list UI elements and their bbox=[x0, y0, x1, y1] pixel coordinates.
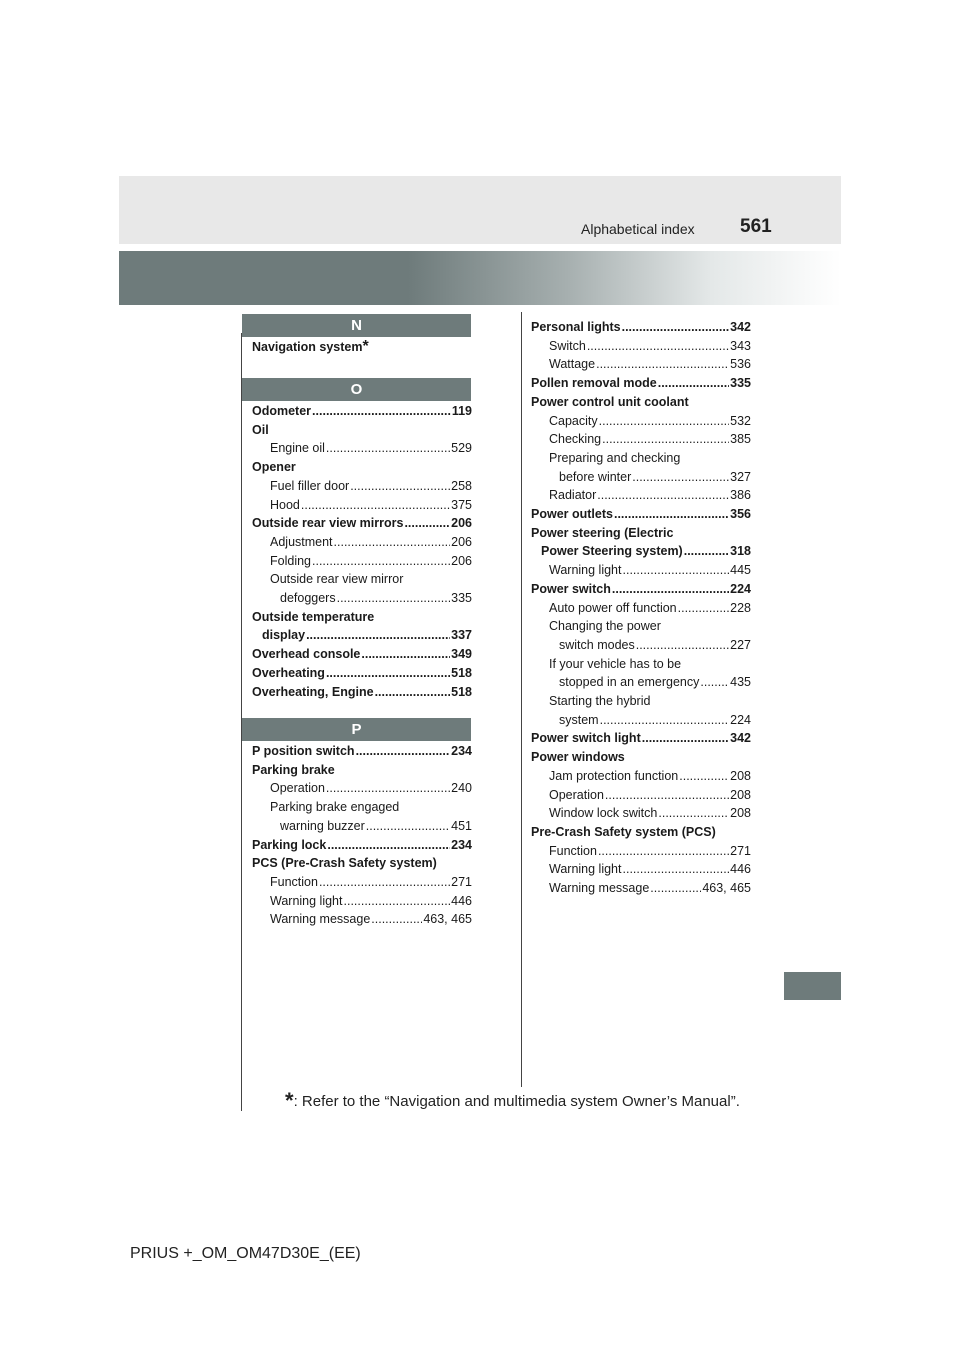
leader-dots bbox=[632, 468, 729, 487]
index-entry[interactable] bbox=[252, 817, 472, 836]
leader-dots bbox=[361, 645, 450, 664]
leader-dots bbox=[344, 892, 451, 911]
entry-label: P position switch bbox=[252, 744, 355, 758]
entry-label: Function bbox=[270, 874, 318, 889]
entry-page: 224 bbox=[730, 712, 751, 727]
leader-dots bbox=[623, 561, 730, 580]
index-entry[interactable] bbox=[252, 589, 472, 608]
index-entry[interactable] bbox=[252, 338, 472, 357]
index-entry[interactable] bbox=[252, 608, 472, 627]
entry-page: 208 bbox=[730, 768, 751, 783]
leader-dots bbox=[650, 879, 701, 898]
document-id: PRIUS +_OM_OM47D30E_(EE) bbox=[130, 1245, 361, 1262]
index-entry[interactable] bbox=[531, 599, 751, 618]
leader-dots bbox=[326, 439, 450, 458]
entry-label: Outside temperature bbox=[252, 609, 375, 624]
index-entry[interactable] bbox=[531, 561, 751, 580]
index-entry[interactable] bbox=[531, 355, 751, 374]
entry-page: 343 bbox=[730, 338, 751, 353]
index-entry[interactable] bbox=[252, 458, 472, 477]
entry-page: 258 bbox=[451, 478, 472, 493]
entry-page: 318 bbox=[730, 544, 751, 559]
entry-page: 206 bbox=[451, 516, 472, 531]
letter-heading-p: P bbox=[242, 718, 471, 741]
index-entry[interactable] bbox=[531, 879, 751, 898]
entry-page: 342 bbox=[730, 731, 751, 746]
leader-dots bbox=[658, 804, 729, 823]
p-entries bbox=[252, 742, 472, 929]
leader-dots bbox=[597, 486, 729, 505]
footnote-mark: * bbox=[362, 338, 369, 355]
entry-label: Warning light bbox=[270, 893, 343, 908]
entry-label: Switch bbox=[549, 338, 586, 353]
entry-label: If your vehicle has to be bbox=[549, 656, 682, 671]
entry-label: Function bbox=[549, 843, 597, 858]
leader-dots bbox=[301, 496, 450, 515]
index-entry[interactable] bbox=[531, 505, 751, 524]
entry-label: Folding bbox=[270, 553, 311, 568]
index-entry[interactable] bbox=[531, 393, 751, 412]
leader-dots bbox=[312, 402, 451, 421]
entry-label: system bbox=[559, 712, 599, 727]
section-title: Alphabetical index bbox=[581, 221, 695, 237]
index-entry[interactable] bbox=[531, 430, 751, 449]
page-number: 561 bbox=[740, 216, 772, 237]
index-entry[interactable] bbox=[531, 804, 751, 823]
index-entry[interactable] bbox=[531, 729, 751, 748]
index-entry[interactable] bbox=[531, 636, 751, 655]
index-entry[interactable] bbox=[531, 786, 751, 805]
leader-dots bbox=[366, 817, 450, 836]
index-entry[interactable] bbox=[531, 655, 751, 674]
entry-label: Parking brake engaged bbox=[270, 800, 400, 815]
entry-label: Power steering (Electric bbox=[531, 525, 674, 540]
header-band bbox=[119, 176, 841, 244]
index-entry[interactable] bbox=[252, 683, 472, 702]
entry-page: 518 bbox=[451, 684, 472, 699]
index-entry[interactable] bbox=[252, 552, 472, 571]
leader-dots bbox=[587, 337, 729, 356]
entry-page: 228 bbox=[730, 600, 751, 615]
entry-label: PCS (Pre-Crash Safety system) bbox=[252, 856, 437, 871]
index-entry[interactable] bbox=[252, 836, 472, 855]
index-entry[interactable] bbox=[252, 779, 472, 798]
index-entry[interactable] bbox=[252, 514, 472, 533]
index-entry[interactable] bbox=[252, 626, 472, 645]
leader-dots bbox=[602, 430, 729, 449]
entry-label: Fuel filler door bbox=[270, 478, 350, 493]
chapter-bar bbox=[119, 251, 841, 305]
entry-label: Opener bbox=[252, 460, 296, 475]
n-entries bbox=[252, 338, 472, 357]
letter-heading-n: N bbox=[242, 314, 471, 337]
entry-label: Power Steering system) bbox=[541, 544, 683, 559]
entry-page: 446 bbox=[730, 862, 751, 877]
index-entry[interactable] bbox=[531, 860, 751, 879]
leader-dots bbox=[642, 729, 729, 748]
index-entry[interactable] bbox=[252, 533, 472, 552]
entry-label: Power outlets bbox=[531, 507, 613, 522]
leader-dots bbox=[636, 636, 729, 655]
letter-heading-o: O bbox=[242, 378, 471, 401]
leader-dots bbox=[684, 542, 729, 561]
index-entry[interactable] bbox=[252, 854, 472, 873]
index-entry[interactable] bbox=[531, 337, 751, 356]
index-entry[interactable] bbox=[252, 645, 472, 664]
leader-dots bbox=[356, 742, 451, 761]
entry-label: Power control unit coolant bbox=[531, 394, 689, 409]
entry-label: Hood bbox=[270, 497, 300, 512]
index-entry[interactable] bbox=[252, 798, 472, 817]
index-entry[interactable] bbox=[531, 374, 751, 393]
entry-page: 224 bbox=[730, 581, 751, 596]
entry-label: Odometer bbox=[252, 404, 312, 418]
entry-label: Auto power off function bbox=[549, 600, 677, 615]
leader-dots bbox=[605, 786, 729, 805]
index-entry[interactable] bbox=[252, 873, 472, 892]
leader-dots bbox=[404, 514, 450, 533]
index-entry[interactable] bbox=[531, 748, 751, 767]
entry-label: before winter bbox=[559, 469, 632, 484]
entry-label: Power switch light bbox=[531, 731, 641, 746]
entry-label: Radiator bbox=[549, 488, 597, 503]
entry-label: Warning message bbox=[549, 881, 650, 896]
entry-page: 356 bbox=[730, 507, 751, 522]
center-column-rule bbox=[521, 312, 522, 1087]
entry-label: Operation bbox=[270, 781, 325, 796]
entry-label: Window lock switch bbox=[549, 806, 658, 821]
leader-dots bbox=[678, 599, 730, 618]
entry-label: Operation bbox=[549, 787, 604, 802]
entry-page: 446 bbox=[451, 893, 472, 908]
entry-page: 385 bbox=[730, 432, 751, 447]
index-entry[interactable] bbox=[252, 742, 472, 761]
entry-label: warning buzzer bbox=[280, 818, 365, 833]
index-entry[interactable] bbox=[252, 421, 472, 440]
chapter-tab bbox=[784, 972, 841, 1000]
index-entry[interactable] bbox=[531, 617, 751, 636]
entry-label: Outside rear view mirrors bbox=[252, 516, 404, 531]
entry-label: Checking bbox=[549, 432, 602, 447]
index-entry[interactable] bbox=[531, 524, 751, 543]
index-entry[interactable] bbox=[252, 761, 472, 780]
index-entry[interactable] bbox=[531, 692, 751, 711]
leader-dots bbox=[600, 711, 730, 730]
leader-dots bbox=[375, 683, 451, 702]
leader-dots bbox=[623, 860, 730, 879]
leader-dots bbox=[334, 533, 451, 552]
entry-page: 451 bbox=[451, 818, 472, 833]
entry-label: defoggers bbox=[280, 591, 336, 606]
entry-label: Oil bbox=[252, 422, 269, 437]
entry-label: Parking lock bbox=[252, 837, 327, 852]
entry-page: 337 bbox=[451, 628, 472, 643]
entry-page: 529 bbox=[451, 441, 472, 456]
entry-label: Warning light bbox=[549, 862, 622, 877]
entry-label: Power switch bbox=[531, 581, 611, 596]
index-entry[interactable] bbox=[252, 910, 472, 929]
entry-page: 349 bbox=[451, 647, 472, 662]
entry-page: 518 bbox=[451, 665, 472, 680]
entry-page: 234 bbox=[451, 837, 472, 852]
entry-page: 342 bbox=[730, 320, 751, 334]
entry-page: 206 bbox=[451, 534, 472, 549]
leader-dots bbox=[614, 505, 729, 524]
leader-dots bbox=[596, 355, 729, 374]
entry-label: Engine oil bbox=[270, 441, 325, 456]
entry-label: Changing the power bbox=[549, 619, 661, 634]
entry-label: Power windows bbox=[531, 750, 625, 765]
index-entry[interactable] bbox=[252, 664, 472, 683]
entry-page: 271 bbox=[451, 874, 472, 889]
index-entry[interactable] bbox=[531, 449, 751, 468]
entry-label: Outside rear view mirror bbox=[270, 572, 404, 587]
entry-label: Adjustment bbox=[270, 534, 333, 549]
leader-dots bbox=[658, 374, 729, 393]
footnote bbox=[285, 1088, 740, 1114]
entry-page: 206 bbox=[451, 553, 472, 568]
index-entry[interactable] bbox=[531, 842, 751, 861]
index-entry[interactable] bbox=[252, 477, 472, 496]
entry-page: 386 bbox=[730, 488, 751, 503]
footnote-mark: * bbox=[285, 1088, 294, 1113]
entry-label: switch modes bbox=[559, 637, 635, 652]
entry-label: Starting the hybrid bbox=[549, 694, 651, 709]
entry-page: 536 bbox=[730, 357, 751, 372]
index-entry[interactable] bbox=[531, 673, 751, 692]
entry-label: Preparing and checking bbox=[549, 450, 681, 465]
entry-page: 435 bbox=[730, 675, 751, 690]
index-entry[interactable] bbox=[252, 496, 472, 515]
entry-page: 445 bbox=[730, 563, 751, 578]
entry-page: 335 bbox=[730, 376, 751, 391]
entry-label: Pollen removal mode bbox=[531, 376, 657, 391]
entry-page: 327 bbox=[730, 469, 751, 484]
leader-dots bbox=[326, 664, 450, 683]
index-entry[interactable] bbox=[252, 570, 472, 589]
leader-dots bbox=[700, 673, 729, 692]
leader-dots bbox=[612, 580, 729, 599]
leader-dots bbox=[598, 842, 729, 861]
entry-page: 227 bbox=[730, 637, 751, 652]
entry-label: Warning message bbox=[270, 912, 371, 927]
leader-dots bbox=[319, 873, 450, 892]
leader-dots bbox=[327, 836, 450, 855]
entry-page: 335 bbox=[451, 591, 472, 606]
entry-page: 271 bbox=[730, 843, 751, 858]
leader-dots bbox=[679, 767, 729, 786]
index-entry[interactable] bbox=[252, 402, 472, 421]
entry-page: 119 bbox=[451, 404, 472, 418]
entry-label: Warning light bbox=[549, 563, 622, 578]
entry-label: Wattage bbox=[549, 357, 596, 372]
index-entry[interactable] bbox=[531, 767, 751, 786]
entry-label: Overheating, Engine bbox=[252, 684, 374, 699]
entry-label: Navigation system bbox=[252, 340, 363, 354]
entry-page: 234 bbox=[451, 744, 472, 758]
index-entry[interactable] bbox=[531, 486, 751, 505]
index-entry[interactable] bbox=[531, 318, 751, 337]
entry-page: 463, 465 bbox=[423, 912, 472, 927]
leader-dots bbox=[312, 552, 450, 571]
index-entry[interactable] bbox=[531, 711, 751, 730]
entry-label: Jam protection function bbox=[549, 768, 679, 783]
index-entry[interactable] bbox=[531, 823, 751, 842]
index-entry[interactable] bbox=[531, 542, 751, 561]
leader-dots bbox=[599, 412, 730, 431]
entry-label: Parking brake bbox=[252, 762, 335, 777]
entry-label: Overhead console bbox=[252, 647, 361, 662]
leader-dots bbox=[337, 589, 451, 608]
index-entry[interactable] bbox=[531, 412, 751, 431]
entry-page: 375 bbox=[451, 497, 472, 512]
entry-label: stopped in an emergency bbox=[559, 675, 700, 690]
entry-label: Personal lights bbox=[531, 320, 621, 334]
entry-page: 532 bbox=[730, 413, 751, 428]
entry-label: Overheating bbox=[252, 665, 325, 680]
entry-page: 240 bbox=[451, 781, 472, 796]
entry-page: 463, 465 bbox=[702, 881, 751, 896]
index-entry[interactable] bbox=[531, 580, 751, 599]
entry-label: Pre-Crash Safety system (PCS) bbox=[531, 824, 716, 839]
index-entry[interactable] bbox=[252, 892, 472, 911]
leader-dots bbox=[622, 318, 730, 337]
leader-dots bbox=[306, 626, 450, 645]
footnote-text: : Refer to the “Navigation and multimedia system Owner’s Manual”. bbox=[293, 1093, 740, 1110]
entry-label: Capacity bbox=[549, 413, 598, 428]
entry-page: 208 bbox=[730, 787, 751, 802]
o-entries bbox=[252, 402, 472, 701]
leader-dots bbox=[350, 477, 450, 496]
entry-label: display bbox=[262, 628, 306, 643]
leader-dots bbox=[371, 910, 422, 929]
right-column-entries bbox=[531, 318, 751, 898]
index-entry[interactable] bbox=[531, 468, 751, 487]
index-entry[interactable] bbox=[252, 439, 472, 458]
leader-dots bbox=[326, 779, 450, 798]
entry-page: 208 bbox=[730, 806, 751, 821]
